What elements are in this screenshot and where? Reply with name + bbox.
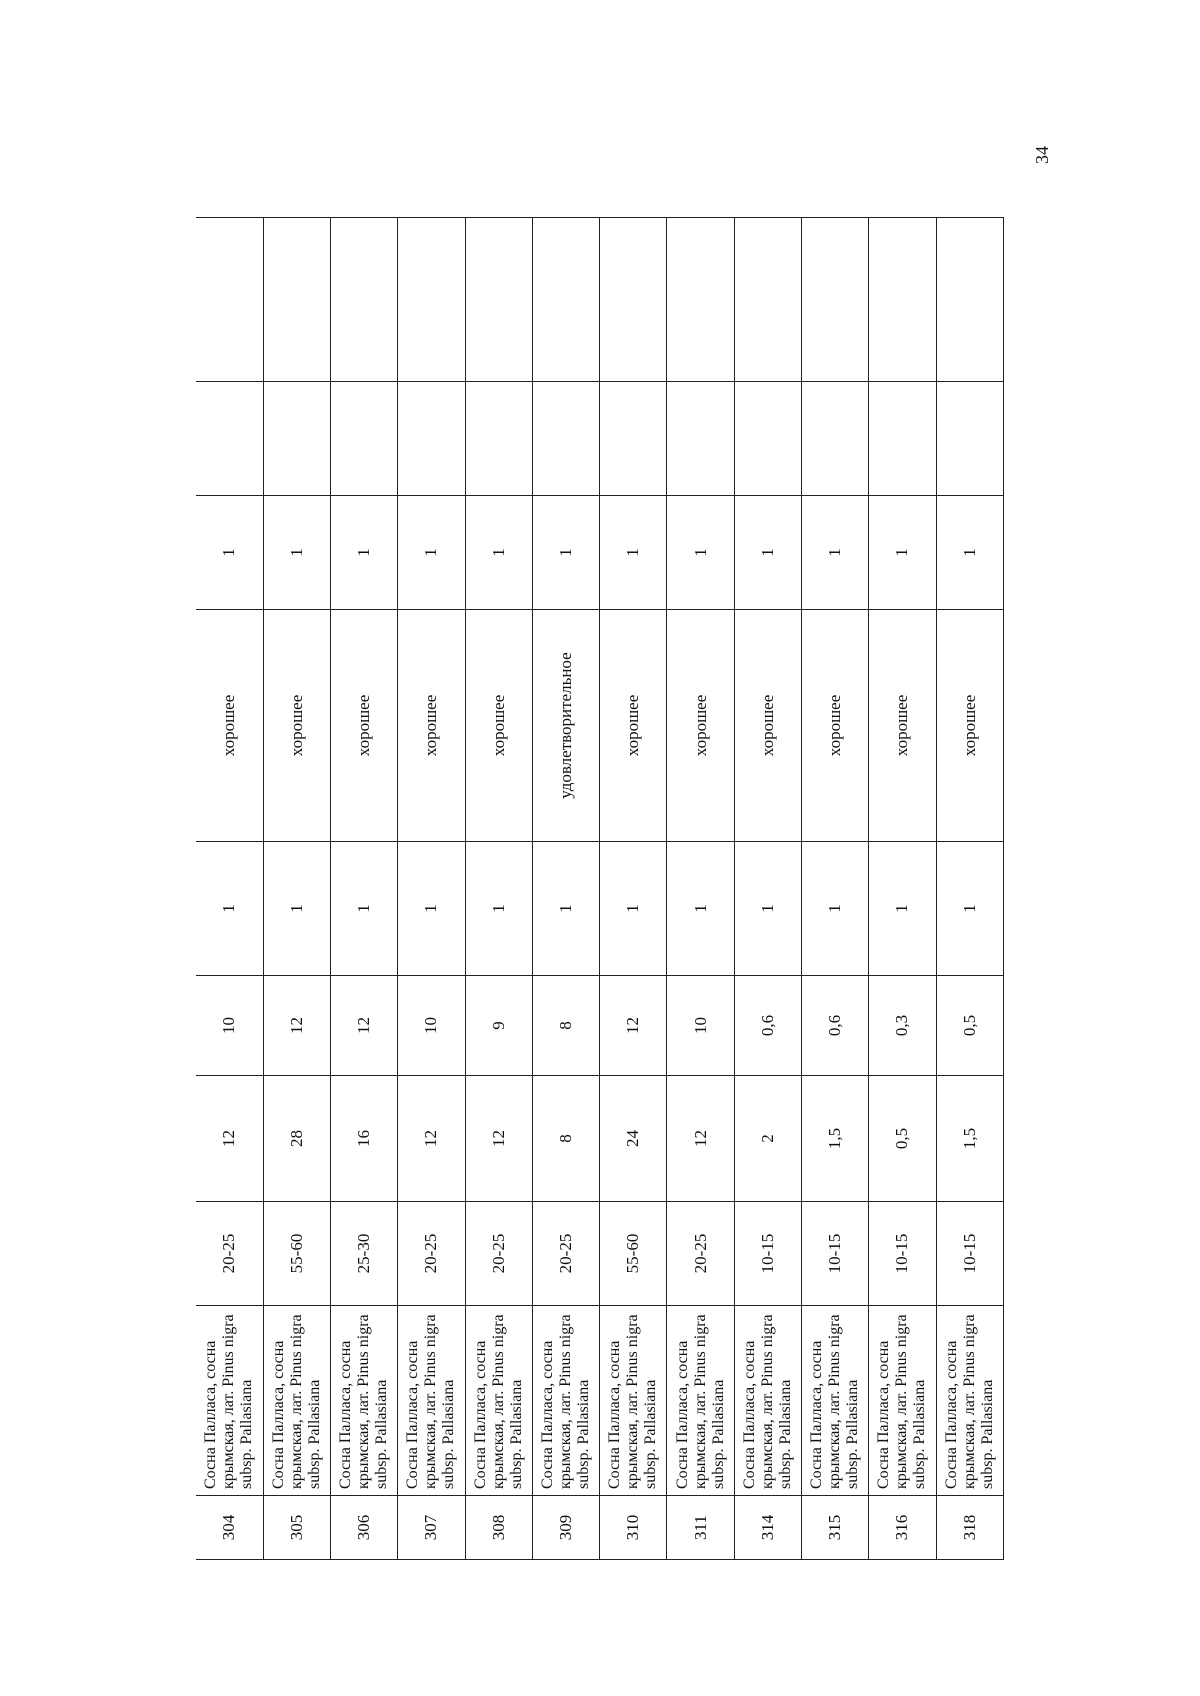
cell-category: 1 <box>936 496 1003 610</box>
cell-species: Сосна Палласа, сосна крымская, лат. Pinus nigra subsp. Pallasiana <box>936 1306 1003 1496</box>
cell-empty-a <box>263 382 330 496</box>
cell-height: 8 <box>532 1076 599 1202</box>
cell-diameter: 10 <box>196 976 263 1076</box>
cell-age: 55-60 <box>263 1202 330 1306</box>
cell-condition: хорошее <box>600 610 667 842</box>
cell-age: 20-25 <box>465 1202 532 1306</box>
cell-diameter: 12 <box>600 976 667 1076</box>
cell-age: 20-25 <box>532 1202 599 1306</box>
cell-condition: хорошее <box>802 610 869 842</box>
cell-number: 308 <box>465 1496 532 1560</box>
cell-count: 1 <box>263 842 330 976</box>
cell-condition: хорошее <box>196 610 263 842</box>
cell-species: Сосна Палласа, сосна крымская, лат. Pinus nigra subsp. Pallasiana <box>331 1306 398 1496</box>
cell-diameter: 9 <box>465 976 532 1076</box>
cell-number: 305 <box>263 1496 330 1560</box>
cell-diameter: 12 <box>263 976 330 1076</box>
cell-empty-b <box>196 218 263 382</box>
cell-count: 1 <box>331 842 398 976</box>
cell-empty-b <box>600 218 667 382</box>
table-row <box>196 218 263 1560</box>
cell-condition: удовлетворительное <box>532 610 599 842</box>
cell-age: 25-30 <box>331 1202 398 1306</box>
table-container <box>196 218 1004 1560</box>
cell-number: 309 <box>532 1496 599 1560</box>
cell-count: 1 <box>532 842 599 976</box>
cell-number: 314 <box>734 1496 801 1560</box>
cell-empty-a <box>936 382 1003 496</box>
cell-empty-b <box>802 218 869 382</box>
cell-empty-a <box>667 382 734 496</box>
cell-count: 1 <box>936 842 1003 976</box>
cell-diameter: 10 <box>667 976 734 1076</box>
cell-height: 12 <box>398 1076 465 1202</box>
cell-empty-b <box>667 218 734 382</box>
cell-number: 306 <box>331 1496 398 1560</box>
cell-category: 1 <box>600 496 667 610</box>
cell-species: Сосна Палласа, сосна крымская, лат. Pinus nigra subsp. Pallasiana <box>734 1306 801 1496</box>
cell-condition: хорошее <box>667 610 734 842</box>
cell-category: 1 <box>532 496 599 610</box>
table-row <box>465 218 532 1560</box>
cell-category: 1 <box>398 496 465 610</box>
cell-category: 1 <box>802 496 869 610</box>
cell-condition: хорошее <box>869 610 936 842</box>
cell-diameter: 0,6 <box>734 976 801 1076</box>
tree-register-table <box>196 217 1004 1560</box>
cell-age: 10-15 <box>734 1202 801 1306</box>
cell-empty-b <box>331 218 398 382</box>
cell-count: 1 <box>869 842 936 976</box>
cell-empty-b <box>936 218 1003 382</box>
cell-diameter: 12 <box>331 976 398 1076</box>
cell-species: Сосна Палласа, сосна крымская, лат. Pinus nigra subsp. Pallasiana <box>802 1306 869 1496</box>
table-row <box>667 218 734 1560</box>
cell-empty-b <box>734 218 801 382</box>
cell-age: 20-25 <box>196 1202 263 1306</box>
cell-empty-b <box>263 218 330 382</box>
cell-diameter: 0,6 <box>802 976 869 1076</box>
cell-count: 1 <box>802 842 869 976</box>
cell-category: 1 <box>263 496 330 610</box>
table-row <box>869 218 936 1560</box>
cell-empty-a <box>331 382 398 496</box>
cell-age: 10-15 <box>869 1202 936 1306</box>
cell-age: 10-15 <box>802 1202 869 1306</box>
cell-count: 1 <box>465 842 532 976</box>
cell-height: 1,5 <box>936 1076 1003 1202</box>
table-row <box>331 218 398 1560</box>
cell-species: Сосна Палласа, сосна крымская, лат. Pinus nigra subsp. Pallasiana <box>465 1306 532 1496</box>
cell-species: Сосна Палласа, сосна крымская, лат. Pinus nigra subsp. Pallasiana <box>398 1306 465 1496</box>
cell-condition: хорошее <box>465 610 532 842</box>
cell-height: 12 <box>465 1076 532 1202</box>
cell-height: 28 <box>263 1076 330 1202</box>
cell-height: 12 <box>667 1076 734 1202</box>
table-row <box>532 218 599 1560</box>
cell-height: 16 <box>331 1076 398 1202</box>
table-row <box>263 218 330 1560</box>
cell-height: 1,5 <box>802 1076 869 1202</box>
cell-empty-a <box>869 382 936 496</box>
cell-species: Сосна Палласа, сосна крымская, лат. Pinus nigra subsp. Pallasiana <box>869 1306 936 1496</box>
cell-empty-a <box>398 382 465 496</box>
cell-empty-a <box>600 382 667 496</box>
cell-empty-b <box>869 218 936 382</box>
cell-number: 318 <box>936 1496 1003 1560</box>
cell-height: 2 <box>734 1076 801 1202</box>
cell-empty-b <box>465 218 532 382</box>
cell-empty-a <box>196 382 263 496</box>
cell-empty-b <box>532 218 599 382</box>
cell-condition: хорошее <box>734 610 801 842</box>
cell-age: 20-25 <box>398 1202 465 1306</box>
cell-category: 1 <box>734 496 801 610</box>
cell-category: 1 <box>667 496 734 610</box>
cell-number: 311 <box>667 1496 734 1560</box>
cell-number: 310 <box>600 1496 667 1560</box>
cell-number: 304 <box>196 1496 263 1560</box>
table-row <box>936 218 1003 1560</box>
cell-age: 10-15 <box>936 1202 1003 1306</box>
cell-condition: хорошее <box>936 610 1003 842</box>
cell-condition: хорошее <box>263 610 330 842</box>
cell-condition: хорошее <box>331 610 398 842</box>
cell-number: 316 <box>869 1496 936 1560</box>
cell-empty-a <box>532 382 599 496</box>
table-body <box>196 218 1004 1560</box>
table-row <box>802 218 869 1560</box>
cell-height: 0,5 <box>869 1076 936 1202</box>
cell-species: Сосна Палласа, сосна крымская, лат. Pinus nigra subsp. Pallasiana <box>667 1306 734 1496</box>
cell-diameter: 0,3 <box>869 976 936 1076</box>
cell-species: Сосна Палласа, сосна крымская, лат. Pinus nigra subsp. Pallasiana <box>532 1306 599 1496</box>
cell-condition: хорошее <box>398 610 465 842</box>
cell-height: 12 <box>196 1076 263 1202</box>
cell-age: 55-60 <box>600 1202 667 1306</box>
cell-age: 20-25 <box>667 1202 734 1306</box>
cell-diameter: 8 <box>532 976 599 1076</box>
page-number: 34 <box>1032 146 1052 164</box>
cell-category: 1 <box>869 496 936 610</box>
table-row <box>600 218 667 1560</box>
cell-empty-b <box>398 218 465 382</box>
cell-height: 24 <box>600 1076 667 1202</box>
cell-count: 1 <box>667 842 734 976</box>
table-row <box>734 218 801 1560</box>
cell-category: 1 <box>196 496 263 610</box>
table-row <box>398 218 465 1560</box>
cell-number: 315 <box>802 1496 869 1560</box>
cell-diameter: 0,5 <box>936 976 1003 1076</box>
cell-number: 307 <box>398 1496 465 1560</box>
cell-species: Сосна Палласа, сосна крымская, лат. Pinus nigra subsp. Pallasiana <box>196 1306 263 1496</box>
cell-count: 1 <box>196 842 263 976</box>
cell-count: 1 <box>398 842 465 976</box>
cell-diameter: 10 <box>398 976 465 1076</box>
cell-empty-a <box>465 382 532 496</box>
cell-category: 1 <box>465 496 532 610</box>
cell-count: 1 <box>600 842 667 976</box>
cell-species: Сосна Палласа, сосна крымская, лат. Pinus nigra subsp. Pallasiana <box>600 1306 667 1496</box>
cell-count: 1 <box>734 842 801 976</box>
cell-empty-a <box>802 382 869 496</box>
cell-category: 1 <box>331 496 398 610</box>
cell-species: Сосна Палласа, сосна крымская, лат. Pinus nigra subsp. Pallasiana <box>263 1306 330 1496</box>
cell-empty-a <box>734 382 801 496</box>
